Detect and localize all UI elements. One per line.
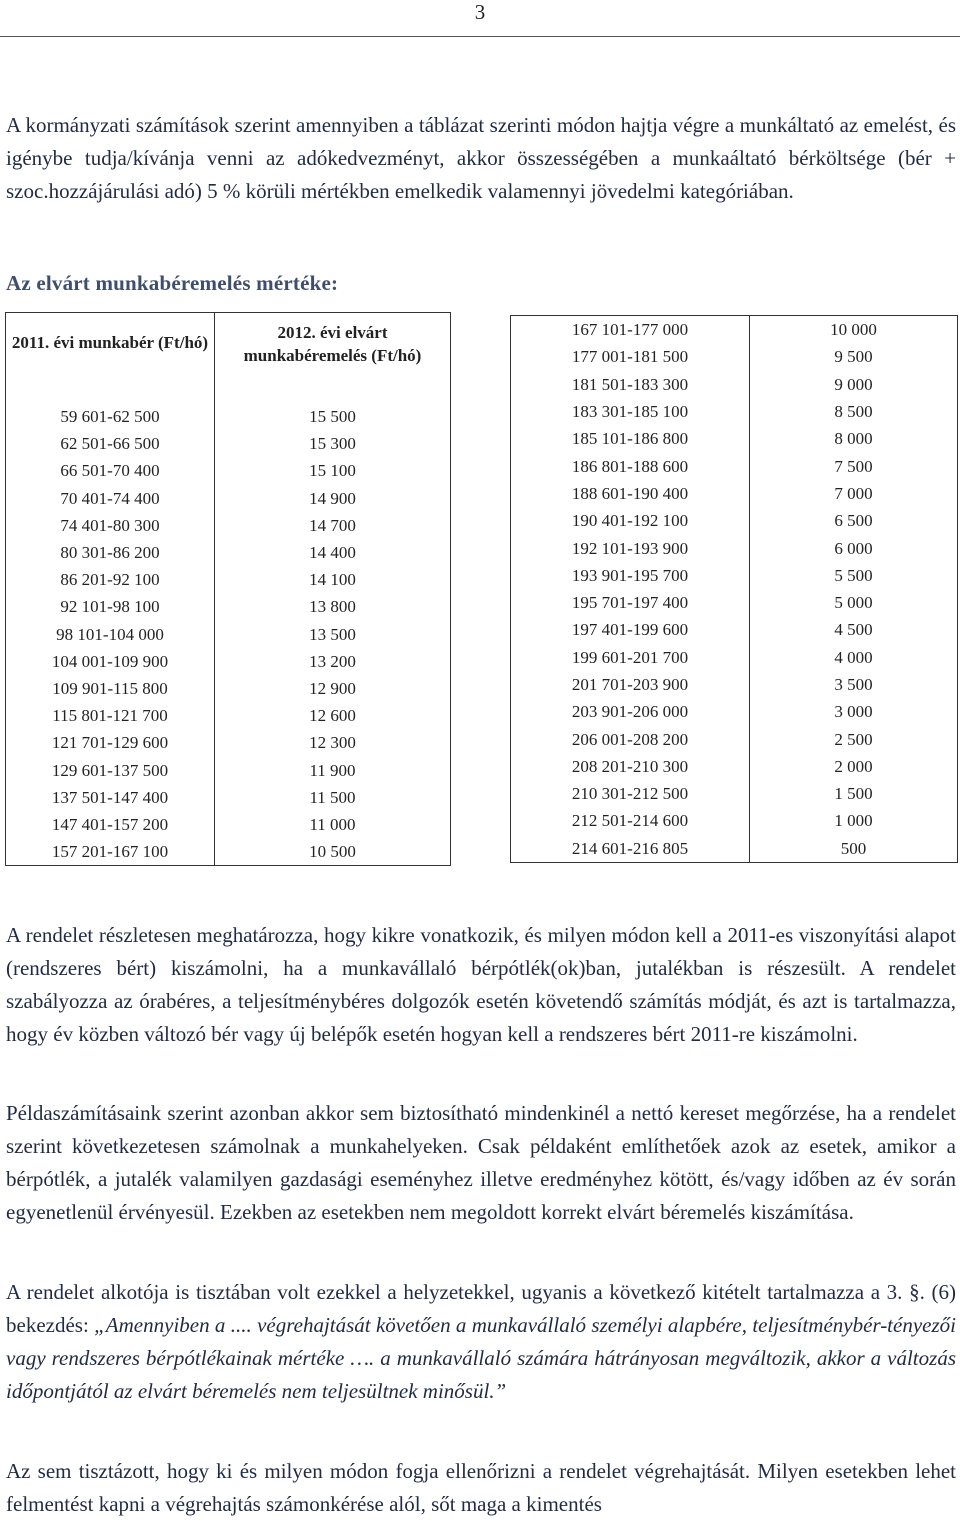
wage-range-cell: 104 001-109 900 xyxy=(6,648,215,675)
table-row xyxy=(6,512,451,539)
paragraph-4 xyxy=(6,1276,956,1408)
raise-amount-cell: 9 000 xyxy=(834,374,873,394)
raise-amount-cell: 3 500 xyxy=(834,675,873,694)
table-row xyxy=(6,593,451,620)
wage-range-cell: 195 701-197 400 xyxy=(511,589,750,616)
table-row xyxy=(511,343,958,370)
paragraph-5 xyxy=(6,1455,956,1521)
raise-amount-cell: 13 500 xyxy=(309,624,356,644)
table-row xyxy=(511,425,958,452)
paragraph-3 xyxy=(6,1097,956,1229)
table-row xyxy=(6,485,451,512)
table-row xyxy=(511,371,958,398)
table-row xyxy=(6,403,451,430)
wage-range-cell: 74 401-80 300 xyxy=(6,512,215,539)
table-row xyxy=(6,566,451,593)
wage-range-cell: 109 901-115 800 xyxy=(6,675,215,702)
wage-range-cell: 212 501-214 600 xyxy=(511,807,750,834)
raise-amount-cell: 10 000 xyxy=(830,320,877,340)
wage-table-right xyxy=(510,315,958,863)
wage-range-cell: 199 601-201 700 xyxy=(511,644,750,671)
intro-paragraph xyxy=(6,109,956,208)
table-row xyxy=(511,452,958,479)
wage-range-cell: 214 601-216 805 xyxy=(511,835,750,863)
table-row xyxy=(511,562,958,589)
section-heading: Az elvárt munkabéremelés mértéke: xyxy=(6,271,339,295)
table-row xyxy=(511,316,958,344)
raise-amount-cell: 12 900 xyxy=(309,678,356,698)
raise-amount-cell: 11 900 xyxy=(309,760,356,780)
raise-amount-cell: 15 100 xyxy=(309,461,356,481)
table-row xyxy=(6,811,451,838)
raise-amount-cell: 14 400 xyxy=(309,543,356,563)
wage-range-cell: 80 301-86 200 xyxy=(6,539,215,566)
table-row xyxy=(511,507,958,534)
wage-range-cell: 192 101-193 900 xyxy=(511,534,750,561)
raise-amount-cell: 2 500 xyxy=(834,729,873,749)
table-row xyxy=(511,534,958,561)
raise-amount-cell: 3 000 xyxy=(834,702,873,722)
wage-range-cell: 115 801-121 700 xyxy=(6,702,215,729)
table-row xyxy=(6,430,451,457)
table-row xyxy=(6,784,451,811)
wage-range-cell: 121 701-129 600 xyxy=(6,729,215,756)
raise-amount-cell: 4 000 xyxy=(834,647,873,667)
raise-amount-cell: 7 500 xyxy=(834,456,873,476)
wage-range-cell: 193 901-195 700 xyxy=(511,562,750,589)
wage-range-cell: 181 501-183 300 xyxy=(511,371,750,398)
wage-range-cell: 197 401-199 600 xyxy=(511,616,750,643)
wage-range-cell: 70 401-74 400 xyxy=(6,485,215,512)
header-rule xyxy=(0,36,960,37)
wage-range-cell: 92 101-98 100 xyxy=(6,593,215,620)
table-row xyxy=(6,621,451,648)
raise-amount-cell: 1 000 xyxy=(834,811,873,831)
table-row xyxy=(6,675,451,702)
wage-range-cell: 86 201-92 100 xyxy=(6,566,215,593)
wage-range-cell: 129 601-137 500 xyxy=(6,756,215,783)
table-row xyxy=(6,729,451,756)
paragraph-4-intro: A rendelet alkotója is tisztában volt ezekkel a helyzetekkel, ugyanis a következő kitételt tartalmazza a 3. §. (6) bekezdés: xyxy=(6,1280,956,1337)
table-row xyxy=(511,398,958,425)
raise-amount-cell: 5 500 xyxy=(834,565,873,585)
raise-amount-cell: 4 500 xyxy=(834,620,873,640)
raise-amount-cell: 500 xyxy=(840,838,867,858)
raise-amount-cell: 15 300 xyxy=(309,434,356,454)
raise-amount-cell: 5 000 xyxy=(834,593,873,613)
table-row xyxy=(511,589,958,616)
wage-range-cell: 66 501-70 400 xyxy=(6,457,215,484)
wage-range-cell: 137 501-147 400 xyxy=(6,784,215,811)
table-row xyxy=(511,780,958,807)
header-2011-wage: 2011. évi munkabér (Ft/hó) xyxy=(6,313,215,404)
raise-amount-cell: 11 500 xyxy=(309,787,356,807)
raise-amount-cell: 8 000 xyxy=(834,429,873,449)
raise-amount-cell: 2 000 xyxy=(834,756,873,776)
wage-range-cell: 59 601-62 500 xyxy=(6,403,215,430)
table-row xyxy=(6,648,451,675)
table-row xyxy=(6,539,451,566)
intro-paragraph-text: A kormányzati számítások szerint amennyiben a táblázat szerinti módon hajtja végre a munkáltató az emelést, és igénybe tudja/kívánja venni az adókedvezményt, akkor összességében a munkaáltató bérköltsége (bér + szoc.hozzájárulási adó) 5 % körüli mértékben emelkedik valamennyi jövedelmi kategóriában. xyxy=(6,113,956,203)
wage-range-cell: 201 701-203 900 xyxy=(511,671,750,698)
table-row xyxy=(511,616,958,643)
wage-range-cell: 157 201-167 100 xyxy=(6,838,215,866)
wage-range-cell: 185 101-186 800 xyxy=(511,425,750,452)
raise-amount-cell: 13 800 xyxy=(309,597,356,617)
table-header-row xyxy=(6,313,451,404)
table-row xyxy=(6,457,451,484)
page-number: 3 xyxy=(474,0,486,24)
raise-amount-cell: 10 500 xyxy=(309,842,356,862)
wage-range-cell: 147 401-157 200 xyxy=(6,811,215,838)
raise-amount-cell: 1 500 xyxy=(834,784,873,804)
table-row xyxy=(6,838,451,866)
raise-amount-cell: 15 500 xyxy=(309,407,356,427)
raise-amount-cell: 14 700 xyxy=(309,515,356,535)
table-row xyxy=(511,725,958,752)
raise-amount-cell: 12 600 xyxy=(309,706,356,726)
wage-range-cell: 190 401-192 100 xyxy=(511,507,750,534)
raise-amount-cell: 6 500 xyxy=(834,511,873,531)
raise-amount-cell: 11 000 xyxy=(309,814,356,834)
header-2012-raise: 2012. évi elvárt munkabéremelés (Ft/hó) xyxy=(243,323,422,365)
wage-range-cell: 98 101-104 000 xyxy=(6,621,215,648)
table-row xyxy=(511,644,958,671)
wage-range-cell: 206 001-208 200 xyxy=(511,725,750,752)
paragraph-2 xyxy=(6,919,956,1051)
raise-amount-cell: 14 900 xyxy=(309,488,356,508)
wage-range-cell: 208 201-210 300 xyxy=(511,753,750,780)
raise-amount-cell: 12 300 xyxy=(309,733,356,753)
wage-range-cell: 203 901-206 000 xyxy=(511,698,750,725)
wage-table-left xyxy=(5,312,451,866)
raise-amount-cell: 6 000 xyxy=(834,538,873,558)
table-row xyxy=(6,756,451,783)
raise-amount-cell: 13 200 xyxy=(309,651,356,671)
table-row xyxy=(511,753,958,780)
wage-range-cell: 210 301-212 500 xyxy=(511,780,750,807)
table-row xyxy=(511,671,958,698)
wage-range-cell: 177 001-181 500 xyxy=(511,343,750,370)
wage-range-cell: 186 801-188 600 xyxy=(511,452,750,479)
raise-amount-cell: 14 100 xyxy=(309,570,356,590)
paragraph-2-text: A rendelet részletesen meghatározza, hogy kikre vonatkozik, és milyen módon kell a 2011-es viszonyítási alapot (rendszeres bért) kiszámolni, ha a munkavállaló bérpótlék(ok)ban, jutalékban is részesült. A rendelet szabályozza az órabéres, a teljesítménybéres dolgozók esetén követendő számítás módját, és azt is tartalmazza, hogy év közben változó bér vagy új belépők esetén hogyan kell a rendszeres bért 2011-re kiszámolni. xyxy=(6,923,956,1046)
wage-range-cell: 183 301-185 100 xyxy=(511,398,750,425)
table-row xyxy=(511,835,958,863)
wage-range-cell: 62 501-66 500 xyxy=(6,430,215,457)
paragraph-3-text: Példaszámításaink szerint azonban akkor sem biztosítható mindenkinél a nettó kereset megőrzése, ha a rendelet szerint következetesen számolnak a munkahelyeken. Csak példaként említhetőek azok az esetek, amikor a bérpótlék, a jutalék valamilyen gazdasági eseményhez illetve eredményhez kötött, és/vagy időben az év során egyenetlenül érvényesül. Ezekben az esetekben nem megoldott korrekt elvárt béremelés kiszámítása. xyxy=(6,1101,956,1224)
raise-amount-cell: 7 000 xyxy=(834,483,873,503)
table-row xyxy=(6,702,451,729)
table-row xyxy=(511,480,958,507)
wage-range-cell: 188 601-190 400 xyxy=(511,480,750,507)
paragraph-4-quote: „Amennyiben a .... végrehajtását követően a munkavállaló személyi alapbére, teljesítménybér-tényezői vagy rendszeres bérpótlékainak mértéke …. a munkavállaló számára hátrányosan megváltozik, akkor a változás időpontjától az elvárt béremelés nem teljesültnek minősül.” xyxy=(6,1313,956,1403)
table-row xyxy=(511,807,958,834)
table-row xyxy=(511,698,958,725)
raise-amount-cell: 9 500 xyxy=(834,347,873,367)
paragraph-5-text: Az sem tisztázott, hogy ki és milyen módon fogja ellenőrizni a rendelet végrehajtását. Milyen esetekben lehet felmentést kapni a végrehajtás számonkérése alól, sőt maga a kimentés xyxy=(6,1459,956,1516)
wage-range-cell: 167 101-177 000 xyxy=(511,316,750,344)
raise-amount-cell: 8 500 xyxy=(834,402,873,422)
